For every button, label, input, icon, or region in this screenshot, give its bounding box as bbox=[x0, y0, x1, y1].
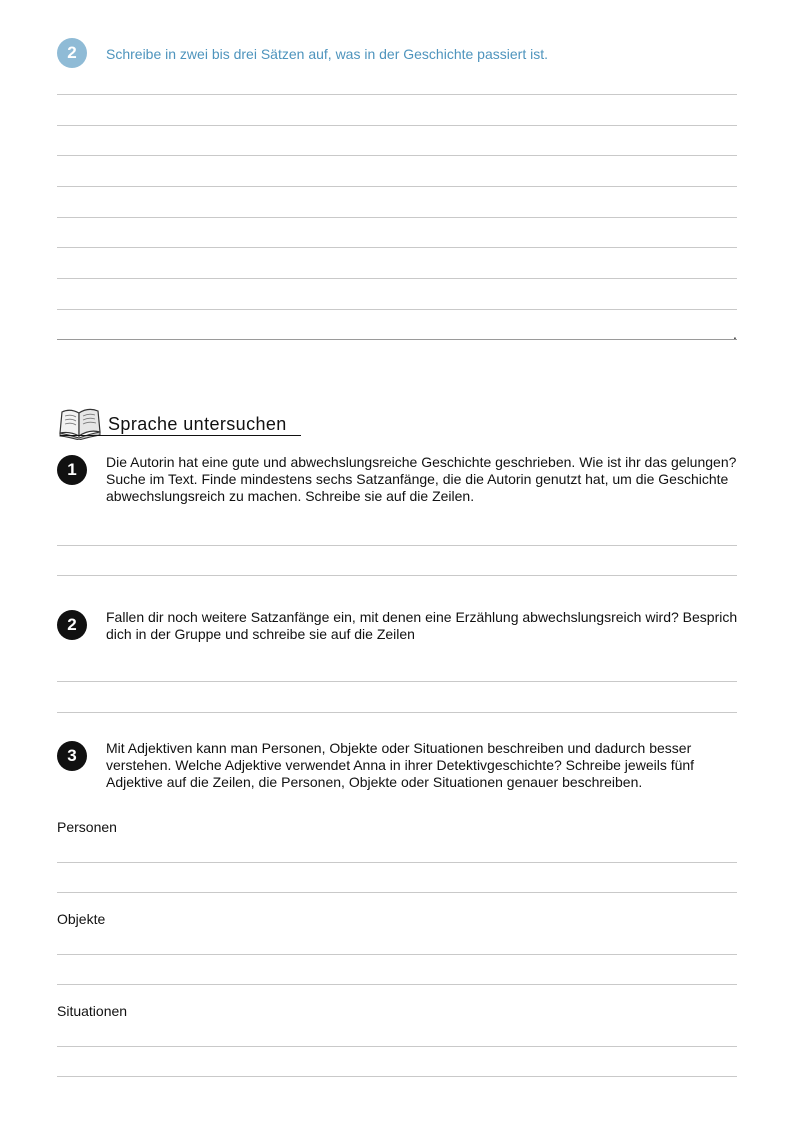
writing-line[interactable] bbox=[57, 309, 737, 310]
task-number-badge: 2 bbox=[57, 38, 87, 68]
category-label-objekte: Objekte bbox=[57, 911, 106, 927]
writing-line[interactable] bbox=[57, 954, 737, 955]
writing-line[interactable] bbox=[57, 575, 737, 576]
task-number-badge: 1 bbox=[57, 455, 87, 485]
category-label-situationen: Situationen bbox=[57, 1003, 128, 1019]
writing-line[interactable] bbox=[57, 125, 737, 126]
writing-line[interactable] bbox=[57, 712, 737, 713]
writing-line[interactable] bbox=[57, 186, 737, 187]
line-end-mark: . bbox=[733, 326, 737, 342]
task-instruction: Schreibe in zwei bis drei Sätzen auf, was in der Geschichte passiert ist. bbox=[106, 46, 548, 62]
section-underline bbox=[60, 435, 301, 436]
writing-line[interactable] bbox=[57, 217, 737, 218]
writing-line[interactable] bbox=[57, 892, 737, 893]
writing-line[interactable] bbox=[57, 1046, 737, 1047]
writing-line[interactable] bbox=[57, 862, 737, 863]
writing-line[interactable] bbox=[57, 545, 737, 546]
task-instruction: Die Autorin hat eine gute und abwechslungsreiche Geschichte geschrieben. Wie ist ihr das gelungen? Suche im Text. Finde mindestens sechs Satzanfänge, die die Autorin genutzt hat, um die Geschichte abwechslungsreich zu machen. Schreibe sie auf die Zeilen. bbox=[106, 454, 737, 504]
writing-line[interactable] bbox=[57, 339, 737, 340]
writing-line[interactable] bbox=[57, 681, 737, 682]
task-instruction: Mit Adjektiven kann man Personen, Objekte oder Situationen beschreiben und dadurch besser verstehen. Welche Adjektive verwendet Anna in ihrer Detektivgeschichte? Schreibe jeweils fünf Adjektive auf die Zeilen, die Personen, Objekte oder Situationen genauer beschreiben. bbox=[106, 740, 695, 790]
writing-line[interactable] bbox=[57, 94, 737, 95]
writing-line[interactable] bbox=[57, 155, 737, 156]
writing-line[interactable] bbox=[57, 247, 737, 248]
writing-line[interactable] bbox=[57, 984, 737, 985]
category-label-personen: Personen bbox=[57, 819, 117, 835]
task-number-badge: 3 bbox=[57, 741, 87, 771]
task-number-badge: 2 bbox=[57, 610, 87, 640]
writing-line[interactable] bbox=[57, 278, 737, 279]
writing-line[interactable] bbox=[57, 1076, 737, 1077]
task-instruction: Fallen dir noch weitere Satzanfänge ein, mit denen eine Erzählung abwechslungsreich wird? Besprich dich in der Gruppe und schreibe sie auf die Zeilen bbox=[106, 609, 738, 642]
section-title: Sprache untersuchen bbox=[108, 414, 287, 434]
